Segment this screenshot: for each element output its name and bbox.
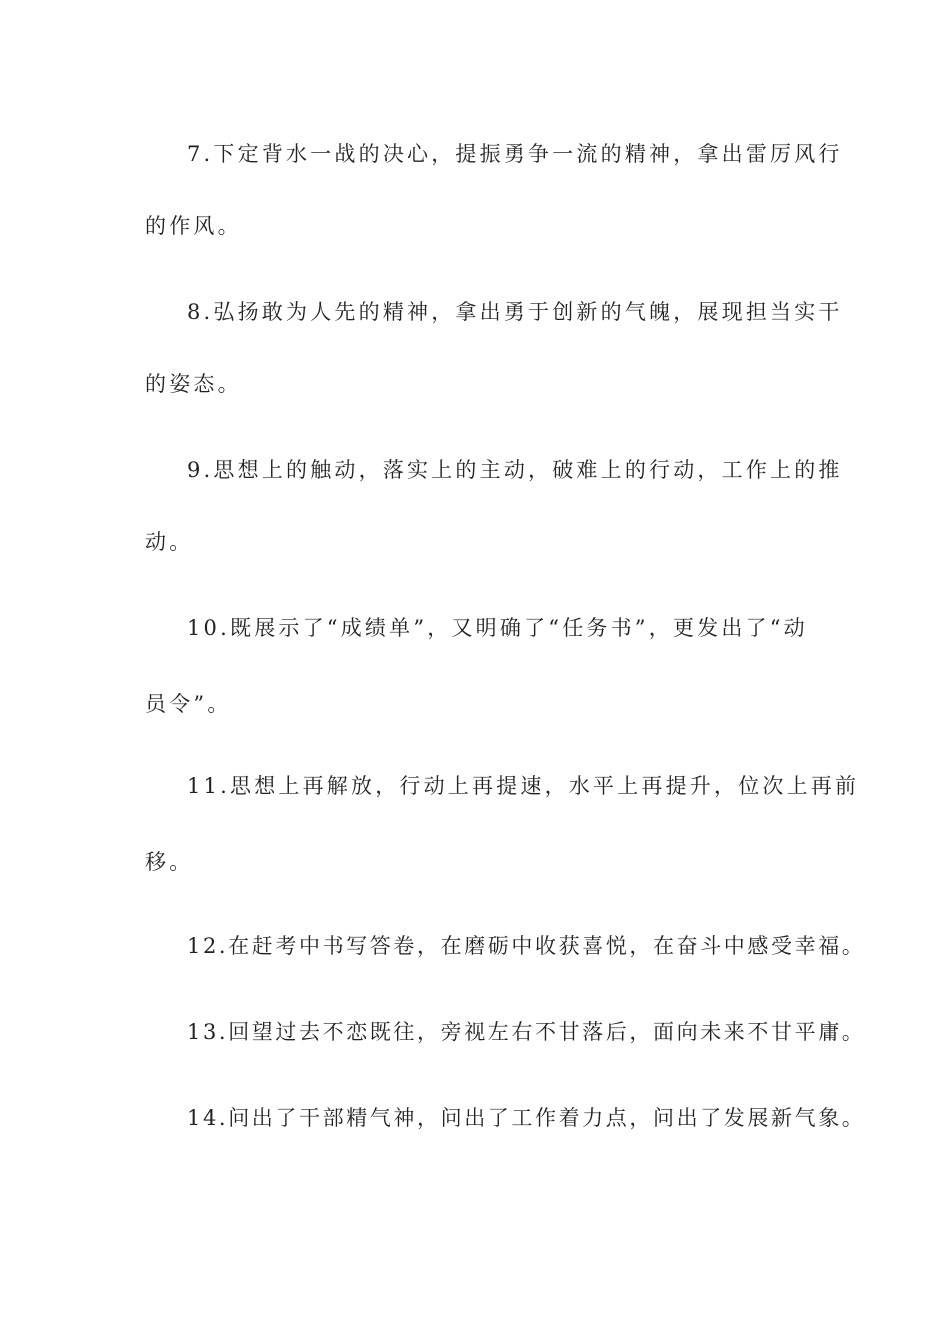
- paragraph-11-line-1: 11.思想上再解放，行动上再提速，水平上再提升，位次上再前: [187, 774, 860, 798]
- paragraph-9-line-1: 9.思想上的触动，落实上的主动，破难上的行动，工作上的推: [187, 458, 843, 482]
- paragraph-9-line-2: 动。: [145, 530, 194, 554]
- paragraph-13: 13.回望过去不恋既往，旁视左右不甘落后，面向未来不甘平庸。: [187, 1020, 866, 1044]
- paragraph-7-line-1: 7.下定背水一战的决心，提振勇争一流的精神，拿出雷厉风行: [187, 142, 843, 166]
- paragraph-8-line-2: 的姿态。: [145, 372, 242, 396]
- paragraph-12: 12.在赶考中书写答卷，在磨砺中收获喜悦，在奋斗中感受幸福。: [187, 934, 866, 958]
- paragraph-8-line-1: 8.弘扬敢为人先的精神，拿出勇于创新的气魄，展现担当实干: [187, 300, 843, 324]
- paragraph-10-line-2: 员令”。: [145, 692, 232, 716]
- paragraph-7-line-2: 的作风。: [145, 214, 242, 238]
- paragraph-10-line-1: 10.既展示了“成绩单”，又明确了“任务书”，更发出了“动: [187, 616, 808, 640]
- paragraph-11-line-2: 移。: [145, 850, 194, 874]
- paragraph-14: 14.问出了干部精气神，问出了工作着力点，问出了发展新气象。: [187, 1106, 866, 1130]
